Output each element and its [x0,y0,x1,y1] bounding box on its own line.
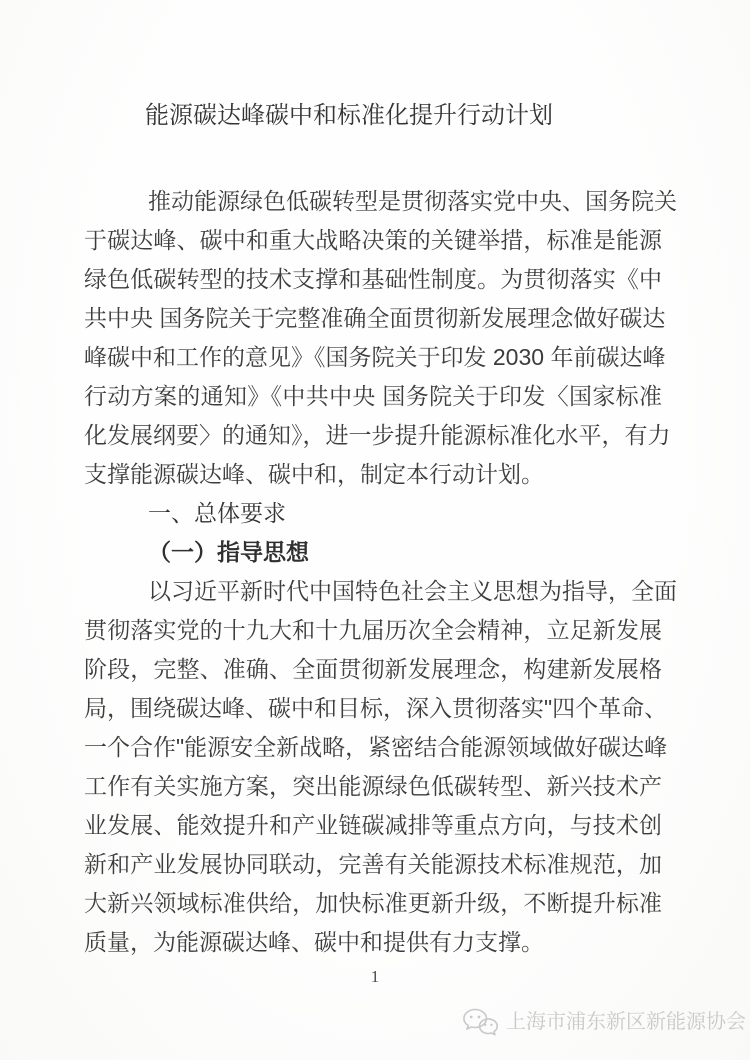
body-line: 支撑能源碳达峰、碳中和，制定本行动计划。 [84,461,544,487]
body-line: 工作有关实施方案，突出能源绿色低碳转型、新兴技术产 [84,773,662,799]
watermark [462,1007,746,1038]
body-line: 于碳达峰、碳中和重大战略决策的关键举措，标准是能源 [84,227,662,253]
body-line: 共中央 国务院关于完整准确全面贯彻新发展理念做好碳达 [84,305,666,331]
watermark-text: 上海市浦东新区新能源协会 [506,1011,746,1033]
body-line: 绿色低碳转型的技术支撑和基础性制度。为贯彻落实《中 [84,266,662,292]
document-body [84,182,677,962]
body-line: 大新兴领域标准供给，加快标准更新升级，不断提升标准 [84,890,662,916]
body-line: 贯彻落实党的十九大和十九届历次全会精神，立足新发展 [84,617,662,643]
body-line: 行动方案的通知》《中共中央 国务院关于印发〈国家标准 [84,383,662,409]
body-line: 以习近平新时代中国特色社会主义思想为指导，全面 [148,578,677,604]
body-line: 推动能源绿色低碳转型是贯彻落实党中央、国务院关 [148,188,677,214]
body-line: 化发展纲要〉的通知》，进一步提升能源标准化水平，有力 [84,422,671,448]
body-line: 局，围绕碳达峰、碳中和目标，深入贯彻落实"四个革命、 [84,695,668,721]
wechat-icon [462,1007,499,1038]
body-line: 阶段，完整、准确、全面贯彻新发展理念，构建新发展格 [84,656,662,682]
subsection-heading-guiding-ideology: （一）指导思想 [148,539,309,565]
body-line: 新和产业发展协同联动，完善有关能源技术标准规范，加 [84,851,662,877]
document-title: 能源碳达峰碳中和标准化提升行动计划 [145,102,553,129]
body-line: 峰碳中和工作的意见》《国务院关于印发 2030 年前碳达峰 [84,344,666,370]
body-line: 质量，为能源碳达峰、碳中和提供有力支撑。 [84,929,544,955]
page-number: 1 [370,967,380,986]
section-heading-general-requirements: 一、总体要求 [148,500,286,526]
body-line: 一个合作"能源安全新战略，紧密结合能源领域做好碳达峰 [84,734,668,760]
body-line: 业发展、能效提升和产业链碳减排等重点方向，与技术创 [84,812,662,838]
